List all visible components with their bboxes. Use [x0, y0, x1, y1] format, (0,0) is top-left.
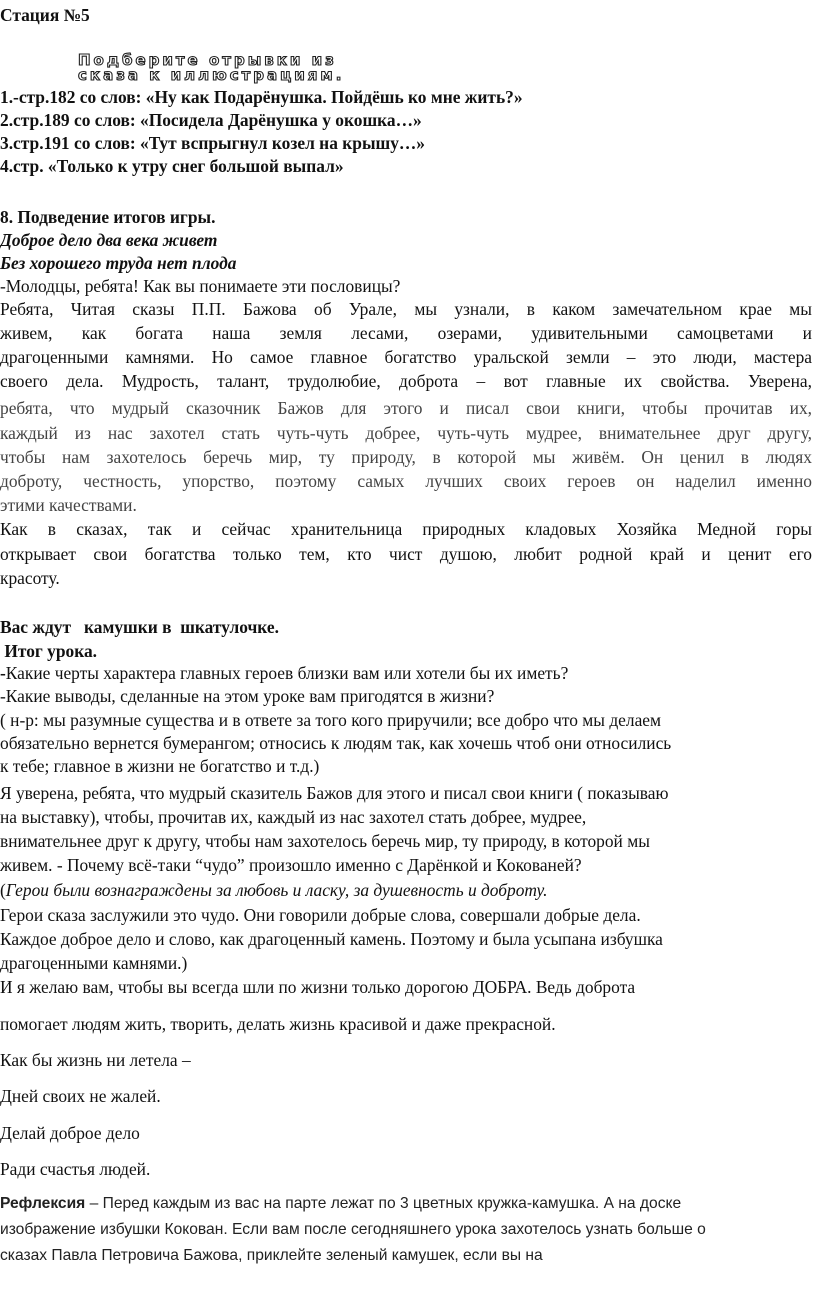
- para1-line: драгоценными камнями. Но самое главное богатство уральской земли – это люди, мастера: [0, 347, 812, 367]
- para2-line: Как в сказах, так и сейчас хранительница природных кладовых Хозяйка Медной горы: [0, 519, 812, 539]
- reflection-line-2: изображение избушки Кокован. Если вам после сегодняшнего урока захотелось узнать больше о: [0, 1221, 706, 1238]
- italic-answer: [0, 879, 548, 901]
- poem-line: Как бы жизнь ни летела –: [0, 1050, 191, 1070]
- answer-line: обязательно вернется бумерангом; относись к людям так, как хочешь чтоб они относились: [0, 733, 672, 753]
- para1-line: доброту, честность, упорство, поэтому самых лучших своих героев он наделил именно: [0, 471, 812, 491]
- reflection-label: Рефлексия: [0, 1195, 86, 1212]
- poem-line: Ради счастья людей.: [0, 1159, 151, 1179]
- summary-question-2: -Какие выводы, сделанные на этом уроке вам пригодятся в жизни?: [0, 686, 495, 706]
- para1-line: своего дела. Мудрость, талант, трудолюбие, доброта – вот главные их свойства. Уверена,: [0, 371, 812, 391]
- wish-line-2: помогает людям жить, творить, делать жизнь красивой и даже прекрасной.: [0, 1014, 556, 1034]
- teacher-line: живем. - Почему всё-таки “чудо” произошло именно с Дарёнкой и Кокованей?: [0, 855, 582, 875]
- teacher-line: внимательнее друг к другу, чтобы нам захотелось беречь мир, ту природу, в которой мы: [0, 831, 650, 851]
- stones-line: Вас ждут камушки в шкатулочке.: [0, 617, 279, 637]
- heading-art-line-1: Подберите отрывки из: [78, 51, 337, 69]
- para2-line: красоту.: [0, 568, 60, 588]
- summary-question-1: [0, 662, 568, 684]
- task-2: 2.стр.189 со слов: «Посидела Дарёнушка у окошка…»: [0, 110, 422, 130]
- heroes-line: Герои сказа заслужили это чудо. Они говорили добрые слова, совершали добрые дела.: [0, 905, 641, 925]
- para1-line: Ребята, Читая сказы П.П. Бажова об Урале, мы узнали, в каком замечательном крае мы: [0, 299, 812, 319]
- station-title: Стация №5: [0, 5, 90, 25]
- task-1: 1.-стр.182 со слов: «Ну как Подарёнушка. Пойдёшь ко мне жить?»: [0, 87, 523, 107]
- reflection-line-1: [0, 1193, 681, 1215]
- para2-line: открывает свои богатства только тем, кто чист душою, любит родной край и ценит его: [0, 544, 812, 564]
- wish-line-1: И я желаю вам, чтобы вы всегда шли по жизни только дорогою ДОБРА. Ведь доброта: [0, 977, 636, 997]
- reflection-text: – Перед каждым из вас на парте лежат по 3 цветных кружка-камушка. А на доске: [85, 1195, 682, 1212]
- summary-heading: Итог урока.: [0, 641, 97, 661]
- heroes-line: драгоценными камнями.): [0, 953, 188, 973]
- italic-text: Герои были вознаграждены за любовь и ласку, за душевность и доброту.: [5, 880, 548, 900]
- section-8-heading: 8. Подведение итогов игры.: [0, 207, 216, 227]
- teacher-line: Я уверена, ребята, что мудрый сказитель Бажов для этого и писал свои книги ( показываю: [0, 783, 669, 803]
- reflection-line-3: сказах Павла Петровича Бажова, приклейте зеленый камушек, если вы на: [0, 1247, 543, 1264]
- question-text: Какие черты характера главных героев близки вам или хотели бы их иметь?: [5, 663, 569, 683]
- heroes-line: Каждое доброе дело и слово, как драгоценный камень. Поэтому и была усыпана избушка: [0, 929, 663, 949]
- para1-line: живем, как богата наша земля лесами, озерами, удивительными самоцветами и: [0, 323, 812, 343]
- heading-art-line-2: сказа к иллюстрациям.: [78, 66, 345, 84]
- answer-line: к тебе; главное в жизни не богатство и т.д.): [0, 756, 320, 776]
- teacher-line: на выставку), чтобы, прочитав их, каждый из нас захотел стать добрее, мудрее,: [0, 807, 587, 827]
- para1-line: ребята, что мудрый сказочник Бажов для этого и писал свои книги, чтобы прочитав их,: [0, 398, 812, 418]
- task-4: 4.стр. «Только к утру снег большой выпал»: [0, 156, 344, 176]
- proverb-2: Без хорошего труда нет плода: [0, 253, 237, 273]
- task-3: 3.стр.191 со слов: «Тут вспрыгнул козел на крышу…»: [0, 133, 425, 153]
- para1-line: этими качествами.: [0, 495, 137, 515]
- open-paren: (: [0, 880, 6, 900]
- answer-line: ( н-р: мы разумные существа и в ответе за того кого приручили; все добро что мы делаем: [0, 710, 662, 730]
- para1-line: каждый из нас захотел стать чуть-чуть добрее, чуть-чуть мудрее, внимательнее друг другу,: [0, 423, 812, 443]
- para1-line: чтобы нам захотелось беречь мир, ту природу, в которой мы живём. Он ценил в людях: [0, 447, 812, 467]
- poem-line: Дней своих не жалей.: [0, 1086, 161, 1106]
- proverb-question: -Молодцы, ребята! Как вы понимаете эти пословицы?: [0, 276, 401, 296]
- proverb-1: Доброе дело два века живет: [0, 230, 218, 250]
- dash: -: [0, 663, 6, 683]
- poem-line: Делай доброе дело: [0, 1123, 140, 1143]
